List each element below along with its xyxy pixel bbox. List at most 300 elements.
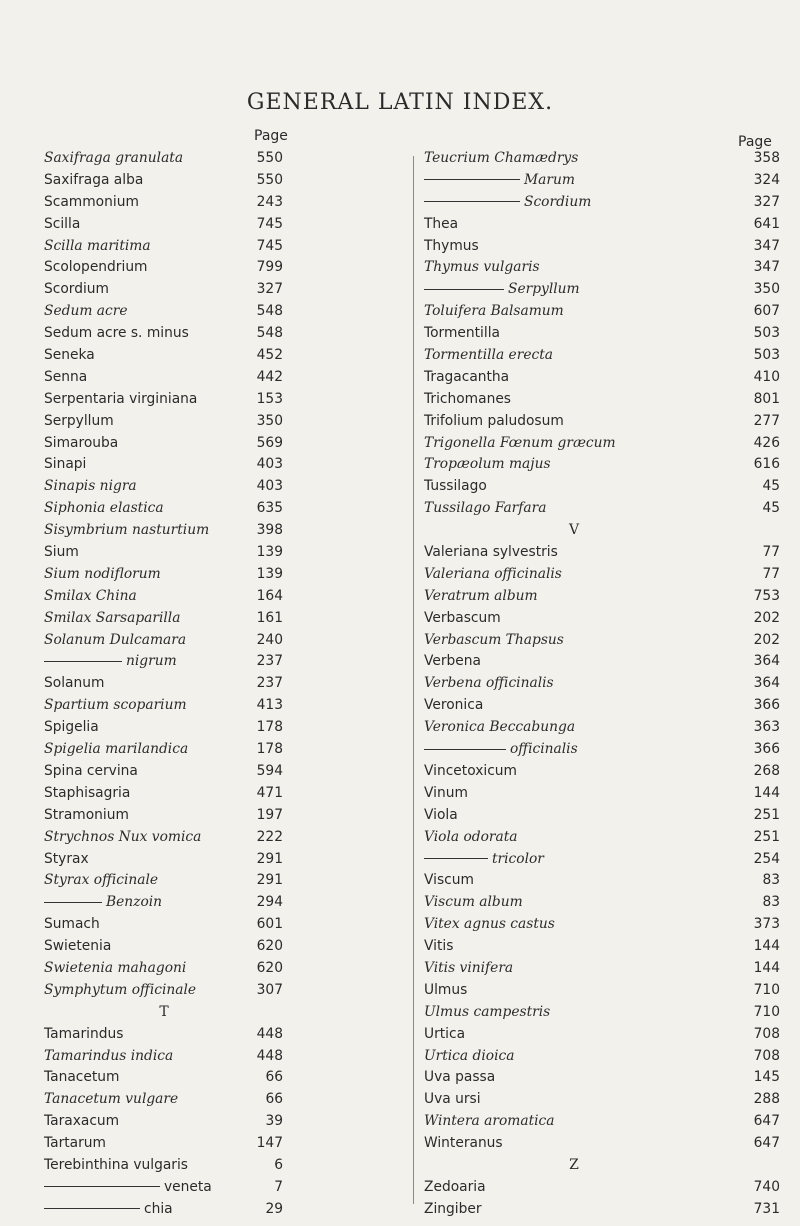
entry-name-text: Vincetoxicum [424, 762, 517, 779]
entry-name-text: Styrax [44, 850, 89, 867]
entry-name [44, 739, 188, 761]
entry-page: 291 [256, 850, 283, 867]
index-column-left [44, 126, 410, 1221]
ditto-dash [424, 858, 488, 859]
entry-page: 237 [256, 653, 283, 670]
index-entry [44, 170, 410, 192]
entry-name-text: Simarouba [44, 434, 119, 451]
entry-name-text: Scordium [524, 193, 592, 210]
entry-name [44, 170, 143, 192]
entry-page: 452 [256, 347, 283, 364]
ditto-dash [44, 1208, 140, 1209]
index-entry [424, 1133, 780, 1155]
entry-name [44, 695, 187, 717]
index-column-right [424, 126, 780, 1221]
entry-name [424, 1089, 481, 1111]
index-entry [44, 1111, 410, 1133]
entry-page: 268 [753, 762, 780, 779]
entry-name-text: Terebinthina vulgaris [44, 1156, 188, 1173]
entry-page: 139 [256, 565, 283, 582]
entry-name [424, 1046, 514, 1068]
entry-page: 442 [256, 368, 283, 385]
index-entry [44, 1089, 410, 1111]
entry-name [424, 236, 479, 258]
entry-page: 620 [256, 938, 283, 955]
index-entry [424, 783, 780, 805]
entry-name [44, 476, 137, 498]
entry-page: 745 [256, 215, 283, 232]
index-entry [424, 476, 780, 498]
entry-page: 601 [256, 916, 283, 933]
page-label: Page [254, 128, 288, 144]
index-entry [44, 433, 410, 455]
entry-name [424, 170, 575, 192]
entry-name-text: Strychnos Nux vomica [44, 828, 202, 845]
entry-name [44, 389, 197, 411]
entry-name [424, 192, 591, 214]
entry-page: 161 [256, 609, 283, 626]
entry-name [44, 1067, 119, 1089]
entry-name [424, 739, 578, 761]
entry-name [424, 761, 517, 783]
index-entry [44, 542, 410, 564]
entry-name-text: Staphisagria [44, 784, 131, 801]
index-entry [44, 1133, 410, 1155]
entry-name-text: Teucrium Chamædrys [424, 150, 579, 166]
entry-name-text: Zingiber [424, 1200, 482, 1217]
entry-page: 178 [256, 741, 283, 758]
entry-name-text: Scordium [44, 281, 109, 298]
entry-page: 710 [753, 1003, 780, 1020]
entry-page: 144 [753, 784, 780, 801]
entry-name [44, 630, 186, 652]
index-entry [44, 389, 410, 411]
entry-page: 569 [256, 434, 283, 451]
ditto-dash [44, 1186, 160, 1187]
entry-name-text: Tamarindus indica [44, 1047, 174, 1064]
index-entry [44, 498, 410, 520]
entry-name-text: Vinum [424, 784, 468, 801]
index-entry [424, 1199, 780, 1221]
entry-name [44, 542, 79, 564]
entry-name [424, 805, 458, 827]
entry-page: 364 [753, 653, 780, 670]
entry-page: 350 [753, 281, 780, 298]
entry-name-text: Urtica dioica [424, 1047, 515, 1064]
index-entries-left [44, 148, 410, 1221]
index-entry [44, 586, 410, 608]
ditto-dash [44, 661, 122, 662]
entry-page: 254 [753, 850, 780, 867]
entry-name-text: Urtica [424, 1025, 466, 1042]
entry-name-text: Viscum [424, 872, 474, 889]
entry-name [44, 192, 139, 214]
entry-page: 616 [753, 456, 780, 473]
entry-name [44, 827, 201, 849]
entry-name-text: Valeriana officinalis [424, 565, 562, 582]
entry-page: 45 [762, 478, 780, 495]
entry-page: 799 [256, 259, 283, 276]
entry-name [44, 236, 151, 258]
index-entry [424, 586, 780, 608]
entry-page: 413 [256, 697, 283, 714]
index-entry [424, 892, 780, 914]
entry-name-text: Ulmus campestris [424, 1003, 551, 1020]
entry-name [424, 980, 467, 1002]
entry-name-text: Solanum [44, 675, 105, 692]
entry-name [424, 148, 578, 170]
entry-name-text: Veratrum album [424, 587, 538, 604]
entry-name-text: Thymus vulgaris [424, 259, 540, 276]
entry-page: 77 [762, 565, 780, 582]
index-entry [44, 279, 410, 301]
page-label: Page [738, 134, 772, 150]
entry-name [44, 717, 99, 739]
entry-name-text: Siphonia elastica [44, 500, 164, 517]
entry-name-text: Sinapi [44, 456, 87, 473]
index-entry [424, 936, 780, 958]
entry-name-text: tricolor [492, 850, 544, 867]
entry-name [44, 148, 183, 170]
entry-name [44, 980, 196, 1002]
index-entry [44, 630, 410, 652]
entry-page: 327 [753, 193, 780, 210]
entry-page: 448 [256, 1047, 283, 1064]
entry-name-text: Vitis vinifera [424, 959, 514, 976]
entry-name [424, 586, 538, 608]
index-entry [424, 651, 780, 673]
entry-name-text: Serpentaria virginiana [44, 390, 198, 407]
entry-name-text: Sedum acre s. minus [44, 325, 189, 342]
entry-name-text: Serpyllum [44, 412, 114, 429]
entry-page: 647 [753, 1135, 780, 1152]
entry-name [424, 936, 453, 958]
entry-name-text: Veronica [424, 697, 484, 714]
entry-name [424, 1177, 486, 1199]
index-entry [44, 739, 410, 761]
index-entry [424, 323, 780, 345]
entry-page: 83 [762, 894, 780, 911]
entry-name-text: Scolopendrium [44, 259, 148, 276]
entry-page: 251 [753, 828, 780, 845]
entry-name [44, 761, 138, 783]
entry-name-text: Tanacetum vulgare [44, 1091, 179, 1108]
ditto-dash [44, 902, 102, 903]
index-entry [44, 345, 410, 367]
entry-name [424, 389, 511, 411]
entry-page: 373 [753, 916, 780, 933]
entry-name-text: Swietenia [44, 938, 112, 955]
index-entry [424, 914, 780, 936]
entry-name-text: Taraxacum [44, 1113, 120, 1130]
index-entry [424, 345, 780, 367]
entry-page: 66 [265, 1069, 283, 1086]
entry-page: 243 [256, 193, 283, 210]
entry-name [424, 1199, 482, 1221]
entry-name [424, 630, 564, 652]
entry-name-text: Saxifraga granulata [44, 150, 184, 166]
index-entry [44, 673, 410, 695]
entry-page: 410 [753, 368, 780, 385]
index-entry [424, 717, 780, 739]
entry-page: 753 [753, 587, 780, 604]
entry-name [44, 1024, 123, 1046]
entry-name [44, 805, 129, 827]
entry-page: 403 [256, 478, 283, 495]
entry-name-text: Senna [44, 368, 88, 385]
index-entry [44, 367, 410, 389]
entry-name-text: Tormentilla [424, 325, 500, 342]
index-entry [44, 411, 410, 433]
index-entry [424, 849, 780, 871]
entry-name-text: Tartarum [44, 1135, 106, 1152]
entry-name [424, 827, 518, 849]
entry-page: 635 [256, 500, 283, 517]
index-entry [424, 1089, 780, 1111]
entry-name-text: Valeriana sylvestris [424, 544, 558, 561]
entry-page: 222 [256, 828, 283, 845]
entry-name [424, 257, 540, 279]
index-entry [424, 980, 780, 1002]
entry-name-text: Vitex agnus castus [424, 916, 555, 933]
entry-name [44, 214, 80, 236]
entry-name [424, 1067, 495, 1089]
index-entry [424, 564, 780, 586]
index-entry [44, 323, 410, 345]
ditto-dash [424, 749, 506, 750]
entry-name-text: Benzoin [106, 894, 163, 911]
entry-name-text: Zedoaria [424, 1178, 486, 1195]
entry-name [424, 433, 616, 455]
index-entry [424, 630, 780, 652]
index-entry [44, 761, 410, 783]
entry-page: 708 [753, 1047, 780, 1064]
index-entry [424, 1067, 780, 1089]
section-letter: Z [569, 1156, 579, 1173]
entry-page: 594 [256, 762, 283, 779]
ditto-dash [424, 179, 520, 180]
index-entry [424, 498, 780, 520]
entry-page: 503 [753, 347, 780, 364]
entry-name-text: Tanacetum [44, 1069, 120, 1086]
entry-page: 740 [753, 1178, 780, 1195]
entry-name [424, 498, 546, 520]
entry-name [44, 498, 164, 520]
entry-page: 607 [753, 303, 780, 320]
index-entry [44, 805, 410, 827]
index-entry [424, 827, 780, 849]
entry-name-text: Uva passa [424, 1069, 496, 1086]
entry-name-text: Trigonella Fœnum græcum [424, 434, 616, 451]
index-entry [424, 170, 780, 192]
entry-name-text: Solanum Dulcamara [44, 631, 187, 648]
index-entry [424, 761, 780, 783]
index-entry [424, 236, 780, 258]
entry-name-text: Tropæolum majus [424, 456, 551, 473]
index-entry [424, 695, 780, 717]
entry-name [424, 345, 553, 367]
index-entry [44, 1155, 410, 1177]
index-entry [424, 958, 780, 980]
entry-name [424, 1111, 555, 1133]
entry-page: 178 [256, 719, 283, 736]
entry-page: 471 [256, 784, 283, 801]
entry-name-text: Stramonium [44, 806, 129, 823]
index-entry [44, 783, 410, 805]
entry-name-text: Verbena officinalis [424, 675, 554, 692]
entry-name [424, 564, 562, 586]
index-entry [424, 454, 780, 476]
entry-name [424, 542, 558, 564]
index-entry [424, 433, 780, 455]
index-entry [44, 980, 410, 1002]
entry-name-text: Verbena [424, 653, 481, 670]
page-column-header [44, 126, 410, 148]
entry-name [424, 323, 500, 345]
entry-name [44, 1199, 173, 1221]
entry-name-text: Vitis [424, 938, 454, 955]
entry-page: 307 [256, 981, 283, 998]
entry-name [424, 1133, 503, 1155]
entry-name-text: Ulmus [424, 981, 468, 998]
entry-name-text: Spartium scoparium [44, 697, 187, 714]
entry-page: 277 [753, 412, 780, 429]
index-entry [44, 520, 410, 542]
entry-name [44, 1177, 212, 1199]
index-entry [44, 1177, 410, 1199]
entry-name-text: Tussilago Farfara [424, 500, 547, 517]
entry-name-text: Uva ursi [424, 1091, 481, 1108]
entry-name-text: Tussilago [424, 478, 487, 495]
entry-name [424, 958, 513, 980]
entry-name-text: Thea [424, 215, 459, 232]
entry-name-text: Thymus [424, 237, 479, 254]
ditto-dash [424, 289, 504, 290]
entry-name-text: Viscum album [424, 894, 523, 911]
entry-page: 164 [256, 587, 283, 604]
entry-name-text: Symphytum officinale [44, 981, 197, 998]
entry-page: 363 [753, 719, 780, 736]
entry-name [424, 870, 474, 892]
entry-page: 350 [256, 412, 283, 429]
entry-name-text: Sedum acre [44, 303, 128, 320]
entry-name-text: Tragacantha [424, 368, 510, 385]
index-entry [424, 389, 780, 411]
index-entry [424, 805, 780, 827]
entry-name [44, 520, 209, 542]
index-entry [424, 367, 780, 389]
section-letter: T [159, 1003, 169, 1020]
entry-name [44, 433, 118, 455]
ditto-dash [424, 201, 520, 202]
index-entry [44, 214, 410, 236]
entry-name [44, 958, 186, 980]
entry-name [44, 914, 100, 936]
entry-name [44, 1089, 178, 1111]
entry-name-text: Seneka [44, 347, 95, 364]
entry-name [44, 279, 109, 301]
index-entry [44, 1199, 410, 1221]
entry-name [424, 892, 523, 914]
entry-name-text: Wintera aromatica [424, 1113, 555, 1130]
entry-page: 288 [753, 1091, 780, 1108]
entry-name-text: Toluifera Balsamum [424, 303, 564, 320]
entry-name [424, 608, 501, 630]
index-entry [424, 192, 780, 214]
entry-page: 144 [753, 959, 780, 976]
index-entry [44, 827, 410, 849]
entry-page: 202 [753, 631, 780, 648]
entry-name-text: Tamarindus [44, 1025, 124, 1042]
entry-name [44, 345, 95, 367]
entry-name-text: Tormentilla erecta [424, 347, 553, 364]
entry-name [424, 279, 580, 301]
index-entry [424, 608, 780, 630]
index-entry [424, 301, 780, 323]
entry-page: 39 [265, 1113, 283, 1130]
entry-page: 448 [256, 1025, 283, 1042]
entry-name-text: chia [144, 1200, 173, 1217]
entry-page: 620 [256, 959, 283, 976]
index-entry [44, 1067, 410, 1089]
entry-page: 29 [265, 1200, 283, 1217]
entry-page: 237 [256, 675, 283, 692]
entry-page: 347 [753, 237, 780, 254]
index-entry [44, 476, 410, 498]
entry-name [44, 367, 87, 389]
entry-name [44, 257, 148, 279]
index-entry [44, 958, 410, 980]
entry-name [44, 870, 158, 892]
entry-name-text: Sium [44, 544, 79, 561]
index-entry [424, 214, 780, 236]
index-entry [44, 695, 410, 717]
entry-page: 153 [256, 390, 283, 407]
entry-page: 366 [753, 741, 780, 758]
entry-name-text: Marum [524, 171, 575, 188]
entry-name-text: Spigelia [44, 719, 99, 736]
index-entry [424, 739, 780, 761]
entry-page: 548 [256, 325, 283, 342]
entry-name [424, 783, 468, 805]
entry-name-text: nigrum [126, 653, 177, 670]
entry-name [44, 783, 130, 805]
entry-name [44, 564, 161, 586]
index-entry [44, 454, 410, 476]
entry-name-text: Styrax officinale [44, 872, 159, 889]
entry-page: 731 [753, 1200, 780, 1217]
entry-page: 398 [256, 522, 283, 539]
entry-page: 7 [274, 1178, 283, 1195]
entry-name [44, 301, 128, 323]
entry-name [424, 717, 575, 739]
index-entry [44, 236, 410, 258]
entry-name [424, 476, 487, 498]
index-entry [424, 870, 780, 892]
entry-page: 144 [753, 938, 780, 955]
entry-name-text: Viola [424, 806, 458, 823]
entry-page: 77 [762, 544, 780, 561]
entry-name-text: Sium nodiflorum [44, 565, 161, 582]
index-entry [44, 608, 410, 630]
entry-name-text: Sisymbrium nasturtium [44, 522, 210, 539]
index-entry [44, 192, 410, 214]
entry-name [424, 673, 554, 695]
index-entry [44, 936, 410, 958]
entry-name-text: Smilax Sarsaparilla [44, 609, 181, 626]
entry-name [44, 849, 89, 871]
index-entry [44, 651, 410, 673]
